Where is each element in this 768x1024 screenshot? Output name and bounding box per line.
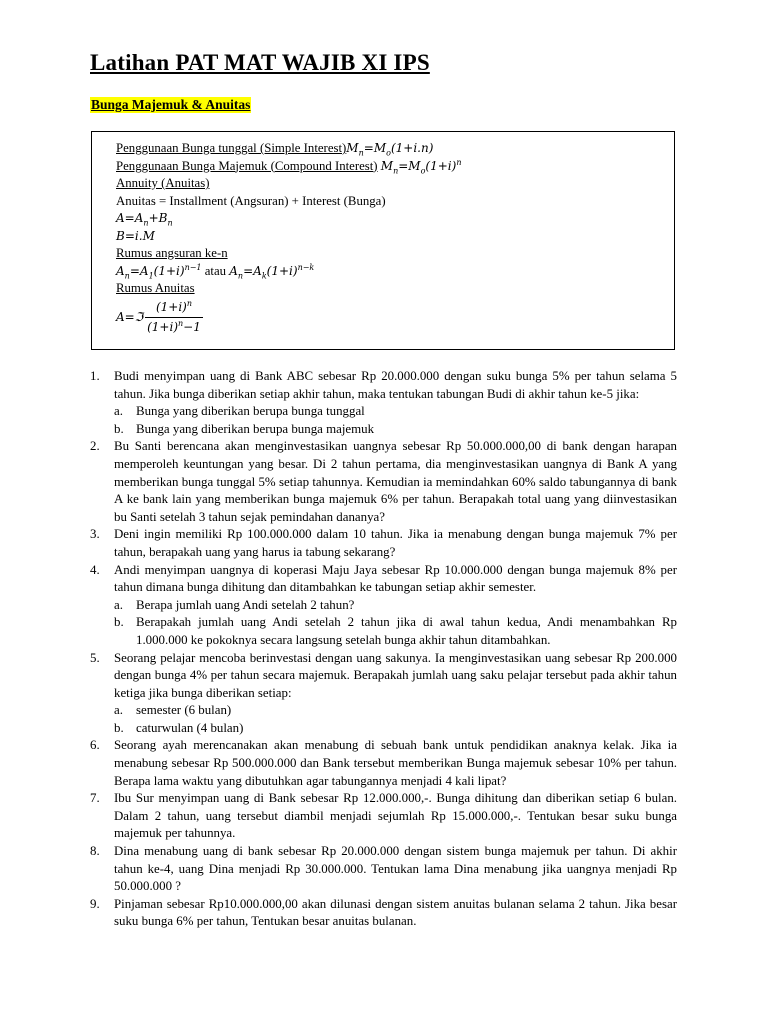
question-number: 7.	[90, 791, 100, 806]
question-item	[90, 368, 677, 438]
sub-question-text: Berapa jumlah uang Andi setelah 2 tahun?	[136, 597, 355, 612]
annuity-definition: Anuitas = Installment (Angsuran) + Interest (Bunga)	[116, 193, 386, 208]
sub-question-list	[114, 702, 677, 737]
simple-interest-label: Penggunaan Bunga tunggal (Simple Interest)	[116, 141, 347, 155]
question-text: Deni ingin memiliki Rp 100.000.000 dalam 10 tahun. Jika ia menabung dengan bunga majemuk 7% per tahun, berapakah uang yang harus ia tabung sekarang?	[114, 527, 677, 559]
sub-question-label: b.	[114, 421, 124, 436]
sub-question-item	[114, 720, 677, 738]
compound-interest-label: Penggunaan Bunga Majemuk (Compound Interest)	[116, 158, 378, 173]
question-text: Budi menyimpan uang di Bank ABC sebesar Rp 20.000.000 dengan suku bunga 5% per tahun selama 5 tahun. Jika bunga diberikan setiap akhir tahun, maka tentukan tabungan Budi di akhir tahun ke-5 jika:	[114, 369, 677, 401]
sub-question-text: Bunga yang diberikan berupa bunga majemuk	[136, 421, 375, 436]
annuity-sum-formula: $A=A_n+B_n$	[116, 211, 173, 228]
formula-box	[91, 131, 675, 350]
question-number: 4.	[90, 562, 100, 577]
anuitas-formula: A =ℑ $\frac{(1+i)^n}{(1+i)^n-1}$	[116, 298, 664, 338]
question-item	[90, 650, 677, 738]
sub-question-label: b.	[114, 720, 124, 735]
question-number: 3.	[90, 527, 100, 542]
simple-interest-line	[116, 140, 664, 158]
question-text: Andi menyimpan uangnya di koperasi Maju Jaya sebesar Rp 10.000.000 dengan bunga majemuk 8% per tahun dimana bunga dihitung dan ditambahkan ke tabungan setiap akhir semester.	[114, 562, 677, 595]
sub-question-text: semester (6 bulan)	[136, 703, 232, 718]
question-text: Bu Santi berencana akan menginvestasikan uangnya sebesar Rp 50.000.000,00 di bank dengan harapan memperoleh keuntungan yang besar. Di 2 tahun pertama, dia menginvestasikan uangnya di Bank A yang memberikan bunga tunggal 5% setiap tahunnya. Kemudian ia memindahkan 60% saldo tabungannya di bank A ke bank lain yang memberikan bunga majemuk 6% per tahun. Berapakah total uang yang diinvestasikan bu Santi setelah 3 tahun sejak pemindahan dananya?	[114, 439, 677, 524]
question-item	[90, 737, 677, 790]
sub-question-item	[114, 597, 677, 615]
installment-formula-line: $A_n=A_1(1+i)^{n-1}$ atau $A_n=A_k(1+i)^{n-k}$	[116, 262, 315, 280]
sub-question-list	[114, 403, 677, 438]
sub-question-label: b.	[114, 615, 124, 630]
page-title: Latihan PAT MAT WAJIB XI IPS	[90, 50, 430, 75]
sub-question-text: Bunga yang diberikan berupa bunga tunggal	[136, 404, 365, 419]
sub-question-item	[114, 403, 677, 421]
question-text: Pinjaman sebesar Rp10.000.000,00 akan dilunasi dengan sistem anuitas bulanan selama 2 tahun. Jika besar suku bunga 6% per tahun, Tentukan besar anuitas bulanan.	[114, 896, 677, 929]
annuity-heading: Annuity (Anuitas)	[116, 176, 210, 190]
question-number: 1.	[90, 369, 100, 383]
question-text: Ibu Sur menyimpan uang di Bank sebesar Rp 12.000.000,-. Bunga dihitung dan diberikan setiap 6 bulan. Dalam 2 tahun, uang tersebut diambil menjadi sejumlah Rp 15.000.000,-. Tentukan besar suku bunga majemuk per tahunnya.	[114, 791, 677, 841]
question-number: 5.	[90, 650, 100, 665]
question-item	[90, 843, 677, 896]
question-item	[90, 790, 677, 843]
sub-question-item	[114, 421, 677, 439]
compound-interest-formula: $M_n=M_o(1+i)^n$	[380, 157, 462, 175]
question-item	[90, 526, 677, 561]
sub-question-label: a.	[114, 597, 123, 612]
sub-question-label: a.	[114, 404, 123, 419]
atau-word: atau	[204, 263, 227, 278]
section-subtitle: Bunga Majemuk & Anuitas	[91, 97, 251, 112]
anuitas-fraction: $\frac{(1+i)^n}{(1+i)^n-1}$	[147, 298, 201, 334]
question-text: Seorang pelajar mencoba berinvestasi dengan uang sakunya. Ia menginvestasikan uang sebesar Rp 200.000 dengan bunga 4% per tahun secara majemuk. Berapakah jumlah uang saku pelajar tersebut pada akhir tahun ketiga jika bunga diberikan setiap:	[114, 650, 677, 700]
question-list	[90, 368, 677, 931]
sub-question-item	[114, 614, 677, 649]
question-number: 2.	[90, 439, 100, 454]
sub-question-item	[114, 702, 677, 720]
sub-question-text: caturwulan (4 bulan)	[136, 720, 244, 735]
simple-interest-formula: $M_n=M_o(1+i.n)$	[346, 141, 434, 158]
compound-interest-line	[116, 158, 664, 176]
question-item	[90, 438, 677, 526]
anuitas-heading: Rumus Anuitas	[116, 281, 195, 295]
question-number: 9.	[90, 896, 100, 911]
interest-formula: B=i.M	[116, 228, 155, 243]
sub-question-label: a.	[114, 703, 123, 718]
installment-heading: Rumus angsuran ke-n	[116, 246, 228, 260]
sub-question-text: Berapakah jumlah uang Andi setelah 2 tahun jika di awal tahun kedua, Andi menambahkan Rp 1.000.000 ke pokoknya secara langsung setelah bunga akhir tahun ditambahkan.	[136, 615, 677, 647]
question-number: 8.	[90, 844, 100, 859]
sub-question-list	[114, 597, 677, 650]
question-text: Dina menabung uang di bank sebesar Rp 20.000.000 dengan sistem bunga majemuk per tahun. Di akhir tahun ke-4, uang Dina menjadi Rp 30.000.000. Tentukan lama Dina menabung jika uangnya menjadi Rp 50.000.000 ?	[114, 844, 677, 894]
question-number: 6.	[90, 738, 100, 753]
question-item	[90, 896, 677, 931]
question-text: Seorang ayah merencanakan akan menabung di sebuah bank untuk pendidikan anaknya kelak. Jika ia menabung sebesar Rp 500.000.000 dan Bank tersebut memberikan Bunga majemuk sebesar 10% per tahun. Berapa lama waktu yang dibutuhkan agar tabungannya menjadi 4 kali lipat?	[114, 738, 677, 788]
question-item	[90, 562, 677, 650]
